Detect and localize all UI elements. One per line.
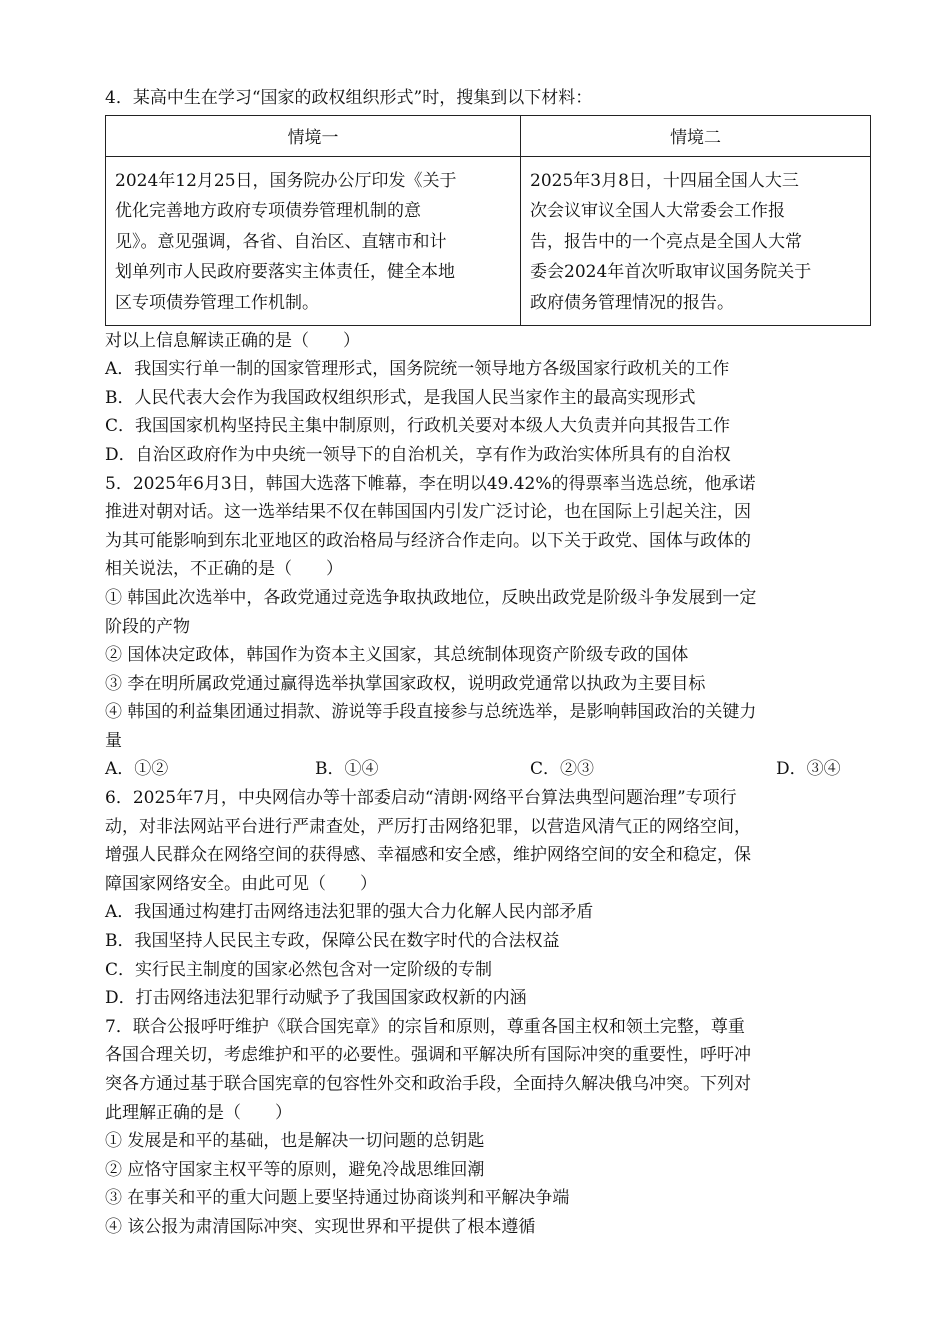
q5-stem-line: 推进对朝对话。这一选举结果不仅在韩国国内引发广泛讨论，也在国际上引起关注，因 [105, 502, 751, 523]
table-header-scenario-1: 情境一 [106, 115, 521, 156]
q5-statement: ① 韩国此次选举中，各政党通过竞选争取执政地位，反映出政党是阶级斗争发展到一定 [105, 587, 757, 608]
q4-option-b: B．人民代表大会作为我国政权组织形式，是我国人民当家作主的最高实现形式 [105, 387, 696, 408]
q4-option-c: C．我国国家机构坚持民主集中制原则，行政机关要对本级人大负责并向其报告工作 [105, 416, 731, 437]
q5-statement: 量 [105, 730, 122, 751]
cell2-line: 政府债务管理情况的报告。 [530, 292, 734, 313]
q7-statement: ③ 在事关和平的重大问题上要坚持通过协商谈判和平解决争端 [105, 1188, 570, 1209]
q6-option-c: C．实行民主制度的国家必然包含对一定阶级的专制 [105, 959, 493, 980]
cell1-line: 区专项债券管理工作机制。 [115, 292, 319, 313]
q6-stem-line: 动，对非法网站平台进行严肃查处，严厉打击网络犯罪，以营造风清气正的网络空间， [105, 816, 751, 837]
cell2-line: 委会2024年首次听取审议国务院关于 [530, 262, 812, 283]
cell1-line: 划单列市人民政府要落实主体责任，健全本地 [115, 262, 455, 283]
q5-choice-a: A．①② [105, 759, 169, 780]
q5-statement: ④ 韩国的利益集团通过捐款、游说等手段直接参与总统选举，是影响韩国政治的关键力 [105, 702, 757, 723]
q4-stem: 4．某高中生在学习“国家的政权组织形式”时，搜集到以下材料： [105, 88, 593, 108]
table-cell-scenario-1 [106, 156, 521, 325]
q6-stem-line: 6．2025年7月，中央网信办等十部委启动“清朗·网络平台算法典型问题治理”专项行 [105, 788, 737, 809]
q7-statement: ④ 该公报为肃清国际冲突、实现世界和平提供了根本遵循 [105, 1216, 536, 1237]
q5-choice-d: D．③④ [776, 759, 841, 780]
q6-option-b: B．我国坚持人民民主专政，保障公民在数字时代的合法权益 [105, 931, 560, 952]
q5-stem-line: 5．2025年6月3日，韩国大选落下帷幕，李在明以49.42%的得票率当选总统，他承诺 [105, 473, 756, 494]
table-header-scenario-2: 情境二 [521, 115, 871, 156]
cell2-line: 2025年3月8日，十四届全国人大三 [530, 170, 799, 191]
q7-stem-line: 7．联合公报呼吁维护《联合国宪章》的宗旨和原则，尊重各国主权和领土完整，尊重 [105, 1016, 745, 1037]
cell1-line: 2024年12月25日，国务院办公厅印发《关于 [115, 170, 457, 191]
q6-option-d: D．打击网络违法犯罪行动赋予了我国国家政权新的内涵 [105, 988, 527, 1009]
q5-statement: ③ 李在明所属政党通过赢得选举执掌国家政权，说明政党通常以执政为主要目标 [105, 673, 706, 694]
q6-stem-line: 增强人民群众在网络空间的获得感、幸福感和安全感，维护网络空间的安全和稳定，保 [105, 845, 751, 866]
q4-option-a: A．我国实行单一制的国家管理形式，国务院统一领导地方各级国家行政机关的工作 [105, 359, 730, 380]
q4-material-table [105, 115, 871, 326]
table-cell-scenario-2 [521, 156, 871, 325]
cell2-line: 告，报告中的一个亮点是全国人大常 [530, 231, 802, 252]
q5-choices [105, 755, 871, 784]
q6-option-a: A．我国通过构建打击网络违法犯罪的强大合力化解人民内部矛盾 [105, 902, 594, 923]
exam-page [105, 84, 871, 1242]
q7-stem-line: 突各方通过基于联合国宪章的包容性外交和政治手段，全面持久解决俄乌冲突。下列对 [105, 1074, 751, 1094]
q5-choice-c: C．②③ [530, 759, 595, 780]
q6-stem-line: 障国家网络安全。由此可见（ ） [105, 873, 377, 894]
q4-option-d: D．自治区政府作为中央统一领导下的自治机关，享有作为政治实体所具有的自治权 [105, 444, 731, 465]
cell1-line: 见》。意见强调，各省、自治区、直辖市和计 [115, 231, 447, 252]
q5-choice-b: B．①④ [315, 759, 379, 780]
cell1-line: 优化完善地方政府专项债券管理机制的意 [115, 201, 421, 222]
q7-stem-line: 此理解正确的是（ ） [105, 1102, 292, 1123]
q7-statement: ① 发展是和平的基础，也是解决一切问题的总钥匙 [105, 1131, 485, 1152]
q5-statement: ② 国体决定政体，韩国作为资本主义国家，其总统制体现资产阶级专政的国体 [105, 645, 689, 666]
q7-statement: ② 应恪守国家主权平等的原则，避免冷战思维回潮 [105, 1159, 485, 1180]
q4-question: 对以上信息解读正确的是（ ） [105, 330, 360, 351]
q5-stem-line: 为其可能影响到东北亚地区的政治格局与经济合作走向。以下关于政党、国体与政体的 [105, 530, 751, 551]
q5-stem-line: 相关说法，不正确的是（ ） [105, 559, 343, 580]
q5-statement: 阶段的产物 [105, 616, 190, 637]
q7-stem-line: 各国合理关切，考虑维护和平的必要性。强调和平解决所有国际冲突的重要性，呼吁冲 [105, 1045, 751, 1066]
cell2-line: 次会议审议全国人大常委会工作报 [530, 201, 785, 222]
